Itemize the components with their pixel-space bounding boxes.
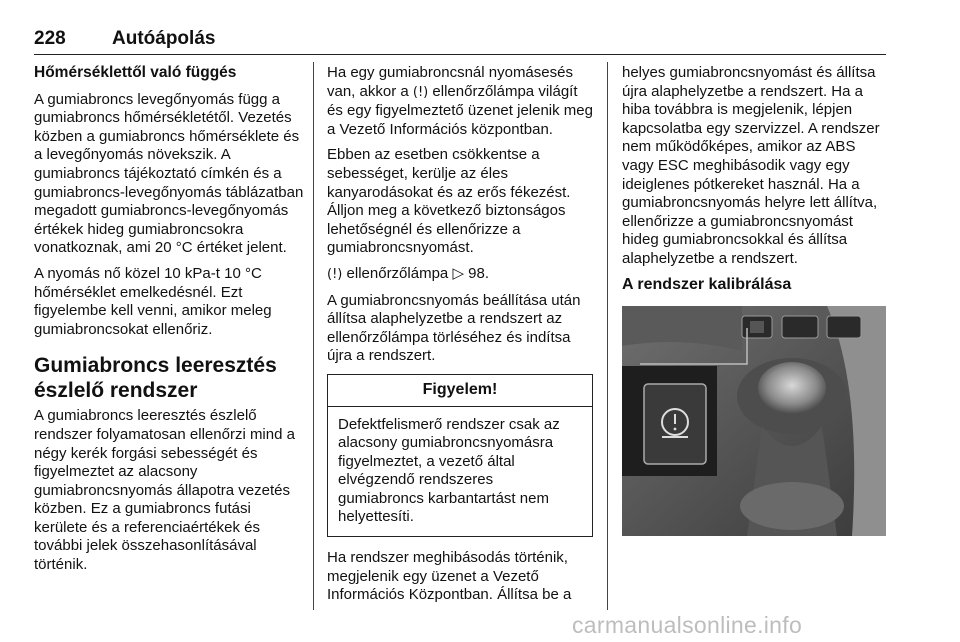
reference-arrow-icon: ▷ — [452, 264, 464, 282]
section-title: Gumiabroncs leeresztés észlelő rendszer — [34, 354, 277, 403]
warning-title: Figyelem! — [328, 375, 592, 407]
reference-page-link[interactable]: 98. — [468, 264, 490, 282]
cross-reference: (!) ellenőrzőlámpa ▷ 98. — [327, 264, 490, 282]
calibration-heading: A rendszer kalibrálása — [622, 275, 792, 293]
warning-box — [327, 374, 593, 537]
paragraph: A gumiabroncs levegőnyomás függ a gumiabroncs hőmérsékletétől. Vezetés közben a gumiabroncs hőmérséklete és a levegőnyomás növekszik. A gumiabroncs tájékoztató címkén és a gumiabroncs-levegőnyomás táblázatban megadott gumiabroncs-levegőnyomás értékek hideg gumiabroncsokra vonatkoznak, ami 20 °C értéket jelent. — [34, 90, 304, 257]
column-1 — [34, 64, 304, 582]
column-divider-2 — [607, 62, 608, 610]
column-3 — [622, 64, 890, 536]
temperature-heading: Hőmérséklettől való függés — [34, 64, 237, 81]
warning-body: Defektfelismerő rendszer csak az alacsony gumiabroncsnyomásra figyelmeztet, a vezető által elvégzendő rendszeres gumiabroncs karbantartást nem helyettesíti. — [338, 415, 560, 526]
watermark: carmanualsonline.info — [572, 612, 803, 638]
paragraph: A gumiabroncs leeresztés észlelő rendszer folyamatosan ellenőrzi mind a négy kerék forgási sebességét és figyelmeztet az alacsony gumiabroncsnyomás állapotra vezetés közben. Ez a gumiabroncs futási kerülete és a referenciaértékek és további jelek összehasonlításával történik. — [34, 407, 295, 574]
column-2 — [327, 64, 593, 612]
paragraph: A gumiabroncsnyomás beállítása után állítsa alaphelyzetbe a rendszert az ellenőrzőlámpa törléséhez és indítsa újra a rendszert. — [327, 291, 581, 365]
tpms-button-photo — [622, 306, 886, 536]
header-rule — [34, 54, 886, 55]
paragraph: Ebben az esetben csökkentse a sebességet, kerülje az éles kanyarodásokat és az erős fékezést. Álljon meg a következő biztonságos lehetőségnél és ellenőrizze a gumiabroncsnyomást. — [327, 146, 571, 257]
page-number: 228 — [34, 28, 66, 49]
chapter-title: Autóápolás — [112, 28, 216, 49]
tpms-warning-icon: (!) — [412, 84, 429, 100]
paragraph: helyes gumiabroncsnyomást és állítsa újra alaphelyzetbe a rendszert. Ha a hiba továbbra is megjelenik, lépjen kapcsolatba egy szervizzel. A rendszer nem működőképes, amikor az ABS vagy ESC meghibásodik vagy egy ideiglenes pótkereket használ. Ha a gumiabroncsnyomás helyre lett állítva, ellenőrizze a gumiabroncsnyomást hideg gumiabroncsokkal és állítsa alaphelyzetbe a rendszert. — [622, 64, 880, 267]
page-header — [34, 28, 886, 52]
paragraph: Ha rendszer meghibásodás történik, megjelenik egy üzenet a Vezető Információs Központban. Állítsa be a — [327, 549, 572, 604]
paragraph: A nyomás nő közel 10 kPa-t 10 °C hőmérséklet emelkedésnél. Ezt figyelembe kell venni, amikor meleg gumiabroncsokat ellenőriz. — [34, 264, 272, 338]
tpms-warning-icon: (!) — [327, 266, 343, 282]
column-divider-1 — [313, 62, 314, 610]
paragraph: Ha egy gumiabroncsnál nyomásesés van, akkor a (!) ellenőrzőlámpa világít és egy figyelmeztető üzenet jelenik meg a Vezető Információs központban. — [327, 64, 593, 138]
